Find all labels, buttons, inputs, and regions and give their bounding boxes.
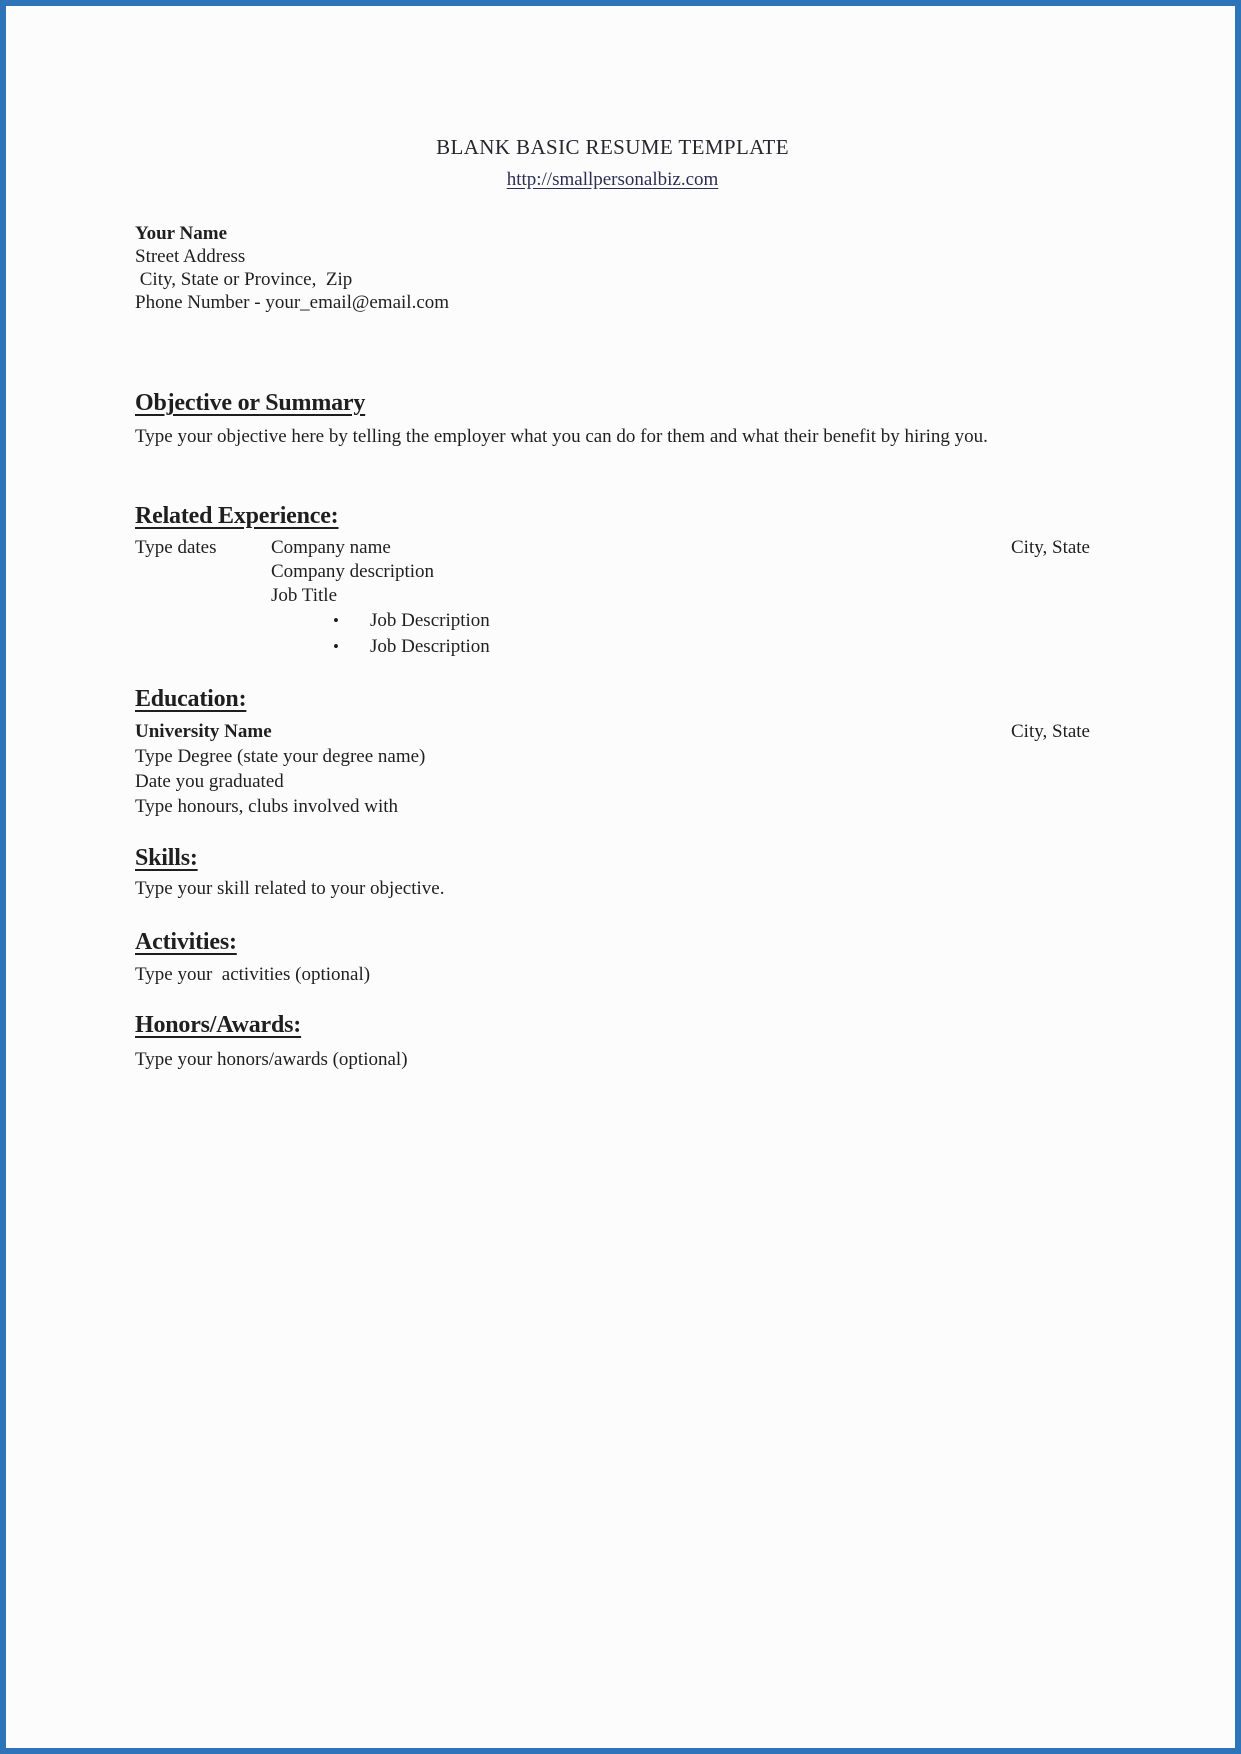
experience-company-name: Company name [271, 537, 391, 558]
section-objective [135, 388, 1090, 449]
bullet-label: Job Description [370, 636, 490, 657]
education-row [135, 720, 1090, 744]
contact-street: Street Address [135, 246, 246, 267]
section-activities [135, 927, 1090, 987]
skills-body: Type your skill related to your objective. [135, 878, 445, 899]
contact-block [135, 222, 1090, 314]
education-university: University Name [135, 721, 272, 742]
experience-row [135, 536, 1090, 560]
education-heading: Education: [135, 686, 247, 712]
skills-heading: Skills: [135, 845, 198, 871]
section-skills [135, 843, 1090, 901]
bullet-label: Job Description [370, 610, 490, 631]
section-experience [135, 501, 1090, 660]
bullet-item [333, 608, 1090, 634]
activities-heading: Activities: [135, 929, 237, 955]
experience-location: City, State [1011, 537, 1090, 558]
experience-company-description: Company description [271, 561, 435, 582]
honors-heading: Honors/Awards: [135, 1012, 302, 1038]
website-link[interactable]: http://smallpersonalbiz.com [506, 169, 719, 190]
experience-entry [135, 536, 1090, 660]
experience-dates: Type dates [135, 537, 217, 558]
bullet-icon: • [333, 637, 339, 656]
section-education [135, 684, 1090, 819]
document-title: BLANK BASIC RESUME TEMPLATE [436, 135, 789, 159]
document-header [135, 134, 1090, 192]
bullet-list [135, 608, 1090, 660]
experience-heading: Related Experience: [135, 503, 339, 529]
contact-name: Your Name [135, 223, 228, 244]
education-details [135, 744, 1090, 819]
education-location: City, State [1011, 721, 1090, 742]
education-line: Type Degree (state your degree name) [135, 746, 426, 767]
bullet-item [333, 634, 1090, 660]
page-content [6, 6, 1235, 1072]
bullet-icon: • [333, 611, 339, 630]
objective-body: Type your objective here by telling the employer what you can do for them and what their benefit by hiring you. [135, 426, 988, 447]
objective-heading: Objective or Summary [135, 390, 366, 416]
education-line: Date you graduated [135, 771, 284, 792]
contact-city-state-zip: City, State or Province, Zip [135, 269, 353, 290]
honors-body: Type your honors/awards (optional) [135, 1049, 408, 1070]
experience-job-title: Job Title [271, 585, 338, 606]
education-line: Type honours, clubs involved with [135, 796, 399, 817]
contact-phone-email: Phone Number - your_email@email.com [135, 292, 450, 313]
activities-body: Type your activities (optional) [135, 964, 371, 985]
section-honors [135, 1010, 1090, 1072]
